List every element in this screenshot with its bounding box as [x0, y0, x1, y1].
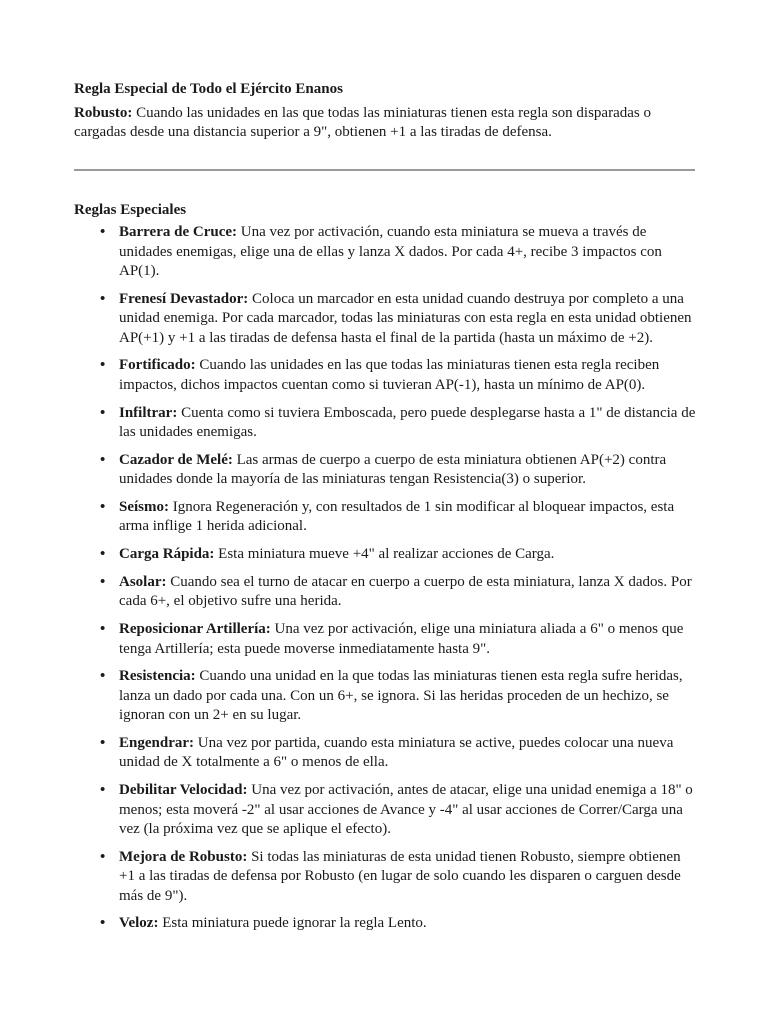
bullet-icon: •	[100, 573, 106, 590]
rule-text: Si todas las miniaturas de esta unidad tienen Robusto, siempre obtienen +1 a las tiradas de defensa por Robusto (en lugar de solo cuando les disparen o carguen desde más de 9").	[119, 848, 681, 904]
bullet-icon: •	[100, 915, 106, 932]
special-rules-heading: Reglas Especiales	[74, 201, 187, 218]
rule-name: Carga Rápida:	[119, 546, 215, 563]
list-item	[74, 620, 696, 659]
list-item	[74, 734, 696, 773]
document-page	[74, 80, 696, 942]
rule-name: Debilitar Velocidad:	[119, 782, 248, 799]
rule-name: Seísmo:	[119, 498, 169, 515]
rule-name: Barrera de Cruce:	[119, 224, 238, 240]
army-rule-name: Robusto:	[74, 104, 133, 121]
army-rule-heading: Regla Especial de Todo el Ejército Enanos	[74, 81, 343, 97]
special-rules-list	[74, 223, 696, 934]
rule-name: Fortificado:	[119, 357, 196, 374]
list-item	[74, 781, 696, 840]
rule-text: Una vez por partida, cuando esta miniatura se active, puedes colocar una nueva unidad de X totalmente a 6" o menos de ella.	[119, 734, 674, 771]
rule-text: Cuando sea el turno de atacar en cuerpo a cuerpo de esta miniatura, lanza X dados. Por cada 6+, el objetivo sufre una herida.	[119, 573, 692, 610]
list-item	[74, 451, 696, 490]
bullet-icon: •	[100, 290, 106, 307]
list-item	[74, 498, 696, 537]
list-item	[74, 223, 696, 282]
rule-name: Reposicionar Artillería:	[119, 621, 271, 637]
rule-name: Resistencia:	[119, 668, 196, 685]
bullet-icon: •	[100, 668, 106, 685]
rule-text: Esta miniatura mueve +4" al realizar acciones de Carga.	[214, 546, 555, 563]
rule-name: Veloz:	[119, 915, 159, 932]
list-item	[74, 573, 696, 612]
bullet-icon: •	[100, 451, 106, 468]
rule-name: Asolar:	[119, 573, 167, 590]
list-item	[74, 667, 696, 726]
rule-name: Mejora de Robusto:	[119, 848, 248, 865]
rule-text: Coloca un marcador en esta unidad cuando destruya por completo a una unidad enemiga. Por cada marcador, todas las miniaturas con esta regla en esta unidad obtienen AP(+1) y +1 a las tiradas de defensa hasta el final de la partida (hasta un máximo de +2).	[119, 290, 692, 346]
bullet-icon: •	[100, 546, 106, 563]
rule-name: Infiltrar:	[119, 404, 178, 421]
rule-text: Una vez por activación, elige una miniatura aliada a 6" o menos que tenga Artillería; esta puede moverse inmediatamente hasta 9".	[119, 621, 684, 657]
list-item	[74, 848, 696, 907]
bullet-icon: •	[100, 224, 106, 240]
rule-name: Engendrar:	[119, 734, 194, 751]
rule-text: Cuando las unidades en las que todas las miniaturas tienen esta regla reciben impactos, dichos impactos cuentan como si tuvieran AP(-1), hasta un mínimo de AP(0).	[119, 357, 660, 393]
army-rule-text: Cuando las unidades en las que todas las miniaturas tienen esta regla son disparadas o cargadas desde una distancia superior a 9", obtienen +1 a las tiradas de defensa.	[74, 104, 651, 140]
rule-name: Cazador de Melé:	[119, 451, 233, 468]
rule-name: Frenesí Devastador:	[119, 290, 249, 307]
rule-text: Esta miniatura puede ignorar la regla Lento.	[158, 915, 427, 932]
rule-text: Cuenta como si tuviera Emboscada, pero puede desplegarse hasta a 1" de distancia de las unidades enemigas.	[119, 404, 696, 441]
bullet-icon: •	[100, 498, 106, 515]
rule-text: Las armas de cuerpo a cuerpo de esta miniatura obtienen AP(+2) contra unidades donde la mayoría de las miniaturas tengan Resistencia(3) o superior.	[119, 451, 667, 488]
section-divider	[74, 169, 695, 171]
bullet-icon: •	[100, 848, 106, 865]
list-item	[74, 545, 696, 565]
rule-text: Una vez por activación, cuando esta miniatura se mueva a través de unidades enemigas, elige una de ellas y lanza X dados. Por cada 4+, recibe 3 impactos con AP(1).	[119, 224, 662, 279]
list-item	[74, 914, 696, 934]
bullet-icon: •	[100, 782, 106, 799]
bullet-icon: •	[100, 621, 106, 637]
bullet-icon: •	[100, 404, 106, 421]
bullet-icon: •	[100, 357, 106, 374]
army-rule-paragraph	[74, 104, 696, 143]
bullet-icon: •	[100, 734, 106, 751]
list-item	[74, 290, 696, 349]
rule-text: Una vez por activación, antes de atacar, elige una unidad enemiga a 18" o menos; esta moverá -2" al usar acciones de Avance y -4" al usar acciones de Correr/Carga una vez (la próxima vez que se aplique el efecto).	[119, 782, 693, 838]
list-item	[74, 356, 696, 395]
list-item	[74, 404, 696, 443]
rule-text: Cuando una unidad en la que todas las miniaturas tienen esta regla sufre heridas, lanza un dado por cada una. Con un 6+, se ignora. Si las heridas proceden de un hechizo, se ignoran con un 2+ en su lugar.	[119, 668, 683, 724]
rule-text: Ignora Regeneración y, con resultados de 1 sin modificar al bloquear impactos, esta arma inflige 1 herida adicional.	[119, 498, 675, 535]
